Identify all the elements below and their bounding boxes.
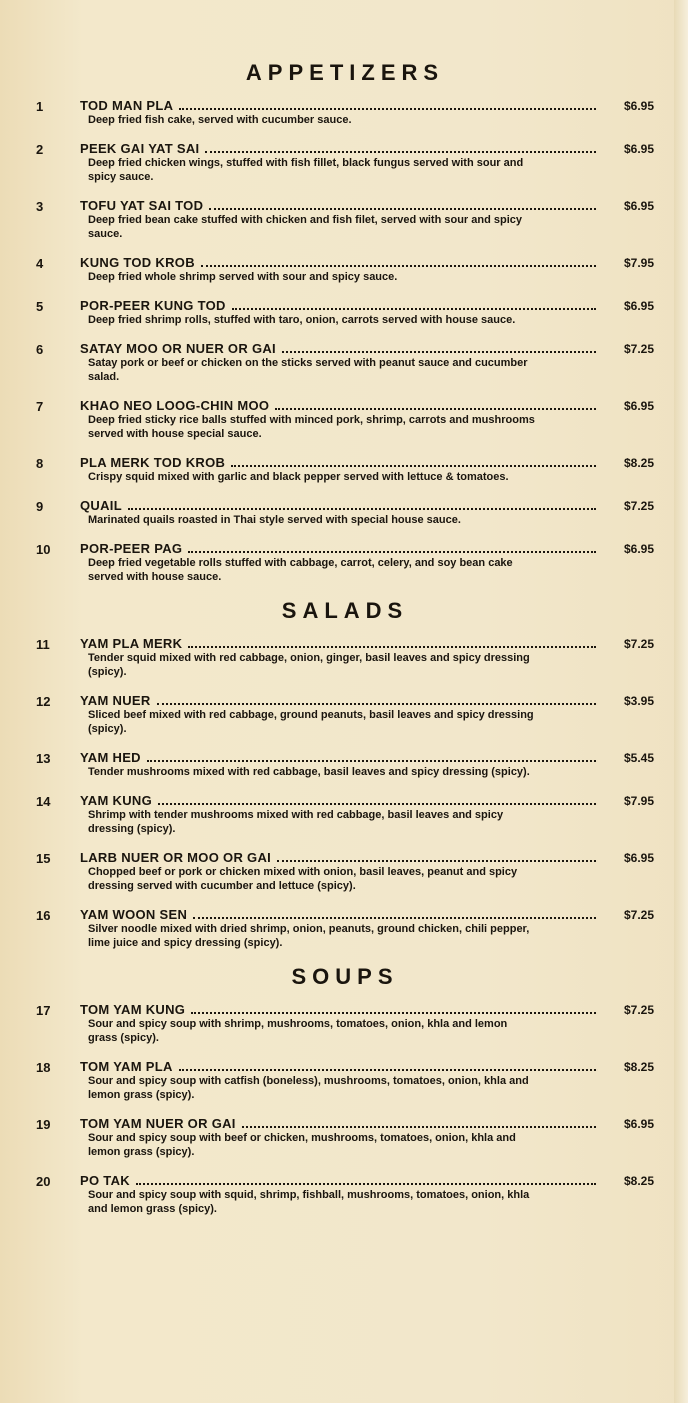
item-number: 18 bbox=[36, 1060, 51, 1075]
item-price: $8.25 bbox=[623, 1174, 654, 1188]
item-number: 15 bbox=[36, 851, 51, 866]
item-name: PEEK GAI YAT SAI bbox=[80, 141, 200, 156]
item-name: POR-PEER PAG bbox=[80, 541, 183, 556]
dot-leader bbox=[188, 551, 596, 553]
item-price: $7.25 bbox=[623, 908, 654, 922]
item-number: 4 bbox=[36, 256, 44, 271]
item-price: $6.95 bbox=[623, 399, 654, 413]
item-price: $7.95 bbox=[623, 794, 654, 808]
menu-item bbox=[36, 1116, 654, 1159]
item-name: SATAY MOO OR NUER OR GAI bbox=[80, 341, 276, 356]
item-number: 7 bbox=[36, 399, 44, 414]
dot-leader bbox=[179, 108, 596, 110]
item-name: KHAO NEO LOOG-CHIN MOO bbox=[80, 398, 270, 413]
dot-leader bbox=[179, 1069, 596, 1071]
item-number: 9 bbox=[36, 499, 44, 514]
menu-item bbox=[36, 750, 654, 779]
item-price: $6.95 bbox=[623, 1117, 654, 1131]
item-description: Sour and spicy soup with beef or chicken, mushrooms, tomatoes, onion, khla and lemon grass (spicy). bbox=[88, 1132, 516, 1158]
dot-leader bbox=[282, 351, 596, 353]
item-name: TOFU YAT SAI TOD bbox=[80, 198, 204, 213]
menu-item bbox=[36, 541, 654, 584]
item-description: Deep fried whole shrimp served with sour and spicy sauce. bbox=[88, 271, 398, 283]
dot-leader bbox=[191, 1012, 596, 1014]
item-price: $8.25 bbox=[623, 456, 654, 470]
item-description: Tender squid mixed with red cabbage, onion, ginger, basil leaves and spicy dressing (spicy). bbox=[88, 652, 530, 678]
dot-leader bbox=[193, 917, 596, 919]
item-name: PO TAK bbox=[80, 1173, 130, 1188]
item-price: $7.25 bbox=[623, 342, 654, 356]
item-price: $6.95 bbox=[623, 99, 654, 113]
item-name: PLA MERK TOD KROB bbox=[80, 455, 226, 470]
dot-leader bbox=[128, 508, 596, 510]
item-name: YAM NUER bbox=[80, 693, 151, 708]
item-description: Deep fried vegetable rolls stuffed with cabbage, carrot, celery, and soy bean cake served with house sauce. bbox=[88, 557, 513, 583]
menu-item bbox=[36, 1059, 654, 1102]
item-name: POR-PEER KUNG TOD bbox=[80, 298, 226, 313]
item-price: $7.25 bbox=[623, 499, 654, 513]
section-title: SALADS bbox=[281, 598, 409, 623]
item-price: $7.95 bbox=[623, 256, 654, 270]
item-description: Deep fried bean cake stuffed with chicken and fish filet, served with sour and spicy sauce. bbox=[88, 214, 523, 240]
dot-leader bbox=[242, 1126, 596, 1128]
section-title: APPETIZERS bbox=[245, 60, 445, 85]
menu-item bbox=[36, 455, 654, 484]
item-number: 19 bbox=[36, 1117, 51, 1132]
menu-item bbox=[36, 341, 654, 384]
item-name: TOD MAN PLA bbox=[80, 98, 174, 113]
dot-leader bbox=[188, 646, 596, 648]
item-number: 13 bbox=[36, 751, 51, 766]
dot-leader bbox=[157, 703, 596, 705]
item-price: $6.95 bbox=[623, 142, 654, 156]
menu-item bbox=[36, 636, 654, 679]
item-name: TOM YAM NUER OR GAI bbox=[80, 1116, 236, 1131]
menu-item bbox=[36, 1173, 654, 1216]
item-name: KUNG TOD KROB bbox=[80, 255, 195, 270]
item-name: YAM HED bbox=[80, 750, 141, 765]
item-description: Deep fried shrimp rolls, stuffed with taro, onion, carrots served with house sauce. bbox=[88, 314, 516, 326]
item-description: Sliced beef mixed with red cabbage, ground peanuts, basil leaves and spicy dressing (spicy). bbox=[88, 709, 534, 735]
item-number: 16 bbox=[36, 908, 51, 923]
menu-item bbox=[36, 1002, 654, 1045]
item-name: QUAIL bbox=[80, 498, 122, 513]
item-number: 12 bbox=[36, 694, 51, 709]
dot-leader bbox=[232, 308, 596, 310]
dot-leader bbox=[205, 151, 596, 153]
dot-leader bbox=[209, 208, 596, 210]
menu-item bbox=[36, 98, 654, 127]
item-price: $5.45 bbox=[623, 751, 654, 765]
item-price: $7.25 bbox=[623, 1003, 654, 1017]
item-name: YAM KUNG bbox=[80, 793, 152, 808]
item-description: Deep fried chicken wings, stuffed with fish fillet, black fungus served with sour and spicy sauce. bbox=[88, 157, 524, 183]
item-description: Tender mushrooms mixed with red cabbage, basil leaves and spicy dressing (spicy). bbox=[88, 766, 530, 778]
dot-leader bbox=[231, 465, 596, 467]
item-description: Sour and spicy soup with shrimp, mushrooms, tomatoes, onion, khla and lemon grass (spicy). bbox=[88, 1018, 508, 1044]
menu-item bbox=[36, 255, 654, 284]
item-price: $6.95 bbox=[623, 199, 654, 213]
menu-content bbox=[36, 60, 654, 1216]
menu-item bbox=[36, 907, 654, 950]
menu-item bbox=[36, 298, 654, 327]
item-description: Marinated quails roasted in Thai style served with special house sauce. bbox=[88, 514, 461, 526]
menu-item bbox=[36, 693, 654, 736]
menu-item bbox=[36, 198, 654, 241]
item-name: YAM WOON SEN bbox=[80, 907, 188, 922]
item-name: LARB NUER OR MOO OR GAI bbox=[80, 850, 272, 865]
dot-leader bbox=[201, 265, 596, 267]
item-name: YAM PLA MERK bbox=[80, 636, 183, 651]
item-number: 5 bbox=[36, 299, 44, 314]
dot-leader bbox=[136, 1183, 596, 1185]
item-number: 2 bbox=[36, 142, 44, 157]
menu-item bbox=[36, 141, 654, 184]
item-description: Chopped beef or pork or chicken mixed with onion, basil leaves, peanut and spicy dressing served with cucumber and lettuce (spicy). bbox=[88, 866, 518, 892]
item-price: $6.95 bbox=[623, 542, 654, 556]
item-number: 20 bbox=[36, 1174, 51, 1189]
item-number: 10 bbox=[36, 542, 51, 557]
item-number: 1 bbox=[36, 99, 44, 114]
item-number: 14 bbox=[36, 794, 51, 809]
item-price: $3.95 bbox=[623, 694, 654, 708]
menu-item bbox=[36, 850, 654, 893]
item-number: 11 bbox=[36, 637, 50, 652]
item-description: Crispy squid mixed with garlic and black pepper served with lettuce & tomatoes. bbox=[88, 471, 509, 483]
item-description: Shrimp with tender mushrooms mixed with red cabbage, basil leaves and spicy dressing (spicy). bbox=[88, 809, 504, 835]
dot-leader bbox=[158, 803, 596, 805]
item-description: Sour and spicy soup with catfish (boneless), mushrooms, tomatoes, onion, khla and lemon grass (spicy). bbox=[88, 1075, 529, 1101]
item-description: Deep fried fish cake, served with cucumber sauce. bbox=[88, 114, 352, 126]
dot-leader bbox=[275, 408, 596, 410]
item-name: TOM YAM PLA bbox=[80, 1059, 173, 1074]
page-edge bbox=[674, 0, 688, 1403]
item-price: $8.25 bbox=[623, 1060, 654, 1074]
item-number: 6 bbox=[36, 342, 44, 357]
dot-leader bbox=[147, 760, 596, 762]
item-description: Satay pork or beef or chicken on the sticks served with peanut sauce and cucumber salad. bbox=[88, 357, 528, 383]
item-price: $6.95 bbox=[623, 851, 654, 865]
item-number: 17 bbox=[36, 1003, 51, 1018]
item-name: TOM YAM KUNG bbox=[80, 1002, 186, 1017]
item-description: Silver noodle mixed with dried shrimp, onion, peanuts, ground chicken, chili pepper, lime juice and spicy dressing (spicy). bbox=[88, 923, 530, 949]
item-number: 8 bbox=[36, 456, 44, 471]
section-title: SOUPS bbox=[291, 964, 399, 989]
item-price: $6.95 bbox=[623, 299, 654, 313]
menu-item bbox=[36, 498, 654, 527]
item-description: Sour and spicy soup with squid, shrimp, fishball, mushrooms, tomatoes, onion, khla and lemon grass (spicy). bbox=[88, 1189, 530, 1215]
menu-item bbox=[36, 793, 654, 836]
item-number: 3 bbox=[36, 199, 44, 214]
item-price: $7.25 bbox=[623, 637, 654, 651]
menu-item bbox=[36, 398, 654, 441]
dot-leader bbox=[277, 860, 596, 862]
item-description: Deep fried sticky rice balls stuffed with minced pork, shrimp, carrots and mushrooms served with house special sauce. bbox=[88, 414, 535, 440]
